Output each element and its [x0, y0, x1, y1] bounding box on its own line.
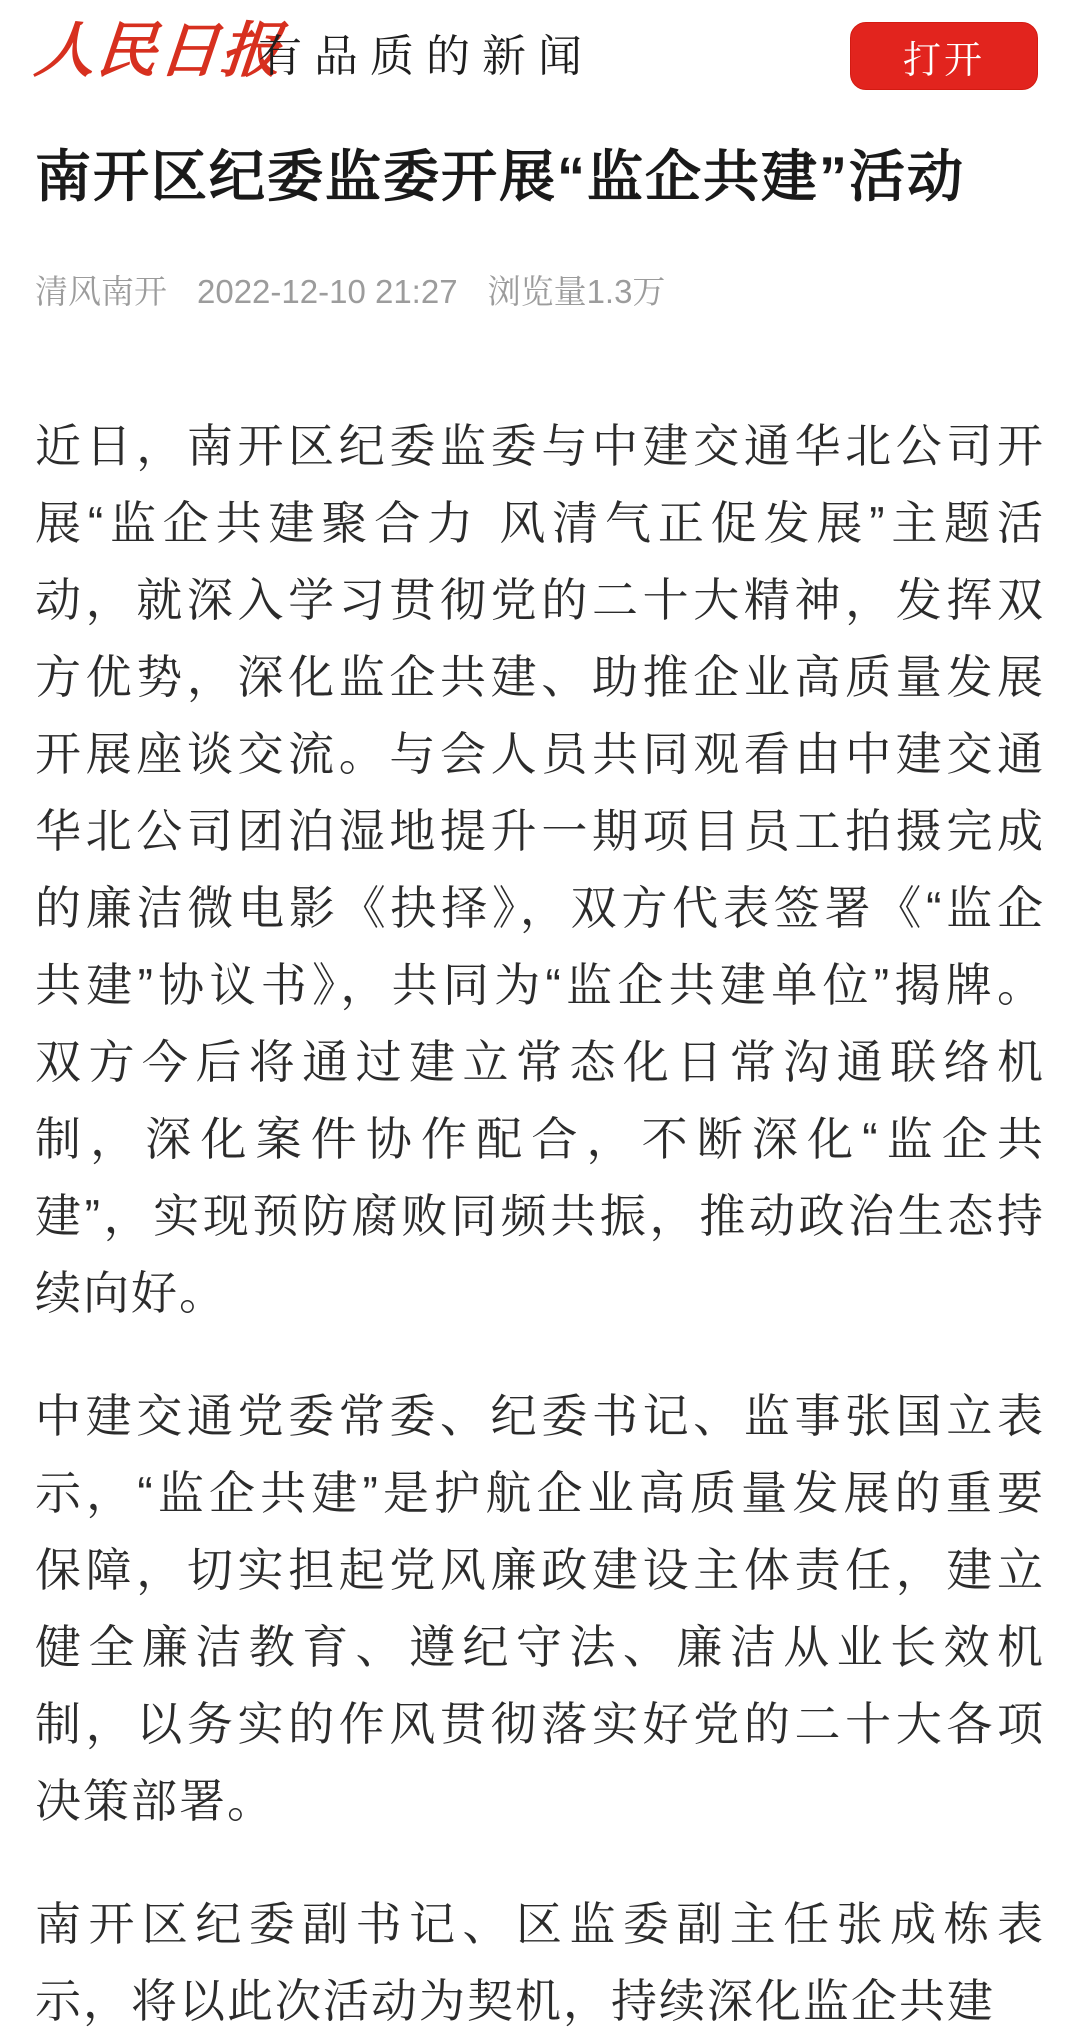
body-line: 制，以务实的作风贯彻落实好党的二十大各项 — [35, 1698, 1045, 1750]
byline — [35, 272, 1045, 312]
body-line: 建”，实现预防腐败同频共振，推动政治生态持 — [35, 1190, 1045, 1242]
body-line: 决策部署。 — [35, 1775, 275, 1827]
byline-author: 清风南开 — [35, 273, 167, 310]
article-body — [35, 408, 1045, 2040]
body-line: 开展座谈交流。与会人员共同观看由中建交通 — [35, 728, 1045, 780]
paragraph-1 — [35, 408, 1045, 1332]
body-line: 保障，切实担起党风廉政建设主体责任，建立 — [35, 1544, 1045, 1596]
body-line-partial-clipped: 示，将以此次活动为契机，持续深化监企共建 — [35, 1975, 995, 2027]
paragraph-2 — [35, 1378, 1045, 1840]
body-line: 展“监企共建聚合力 风清气正促发展”主题活 — [35, 497, 1045, 549]
app-banner — [0, 0, 1080, 112]
body-line: 健全廉洁教育、遵纪守法、廉洁从业长效机 — [35, 1621, 1045, 1673]
body-line: 近日，南开区纪委监委与中建交通华北公司开 — [35, 420, 1045, 472]
body-line: 制，深化案件协作配合，不断深化“监企共 — [35, 1113, 1045, 1165]
body-line: 续向好。 — [35, 1267, 227, 1319]
body-line: 华北公司团泊湿地提升一期项目员工拍摄完成 — [35, 805, 1045, 857]
peoples-daily-logo[interactable]: 人民日报 — [32, 18, 286, 84]
banner-tagline: 有品质的新闻 — [258, 32, 594, 81]
byline-datetime: 2022-12-10 21:27 — [197, 273, 458, 310]
body-line: 的廉洁微电影《抉择》，双方代表签署《“监企 — [35, 882, 1045, 934]
article-title: 南开区纪委监委开展“监企共建”活动 — [35, 145, 965, 208]
body-line: 共建”协议书》，共同为“监企共建单位”揭牌。 — [35, 959, 1045, 1011]
body-line: 示，“监企共建”是护航企业高质量发展的重要 — [35, 1467, 1045, 1519]
body-line: 动，就深入学习贯彻党的二十大精神，发挥双 — [35, 574, 1045, 626]
paragraph-3 — [35, 1886, 1045, 2040]
body-line: 南开区纪委副书记、区监委副主任张成栋表 — [35, 1898, 1045, 1950]
body-line: 中建交通党委常委、纪委书记、监事张国立表 — [35, 1390, 1045, 1442]
body-line: 方优势，深化监企共建、助推企业高质量发展 — [35, 651, 1045, 703]
byline-views: 浏览量1.3万 — [487, 273, 666, 310]
open-app-button[interactable]: 打开 — [850, 22, 1038, 90]
body-line: 双方今后将通过建立常态化日常沟通联络机 — [35, 1036, 1045, 1088]
